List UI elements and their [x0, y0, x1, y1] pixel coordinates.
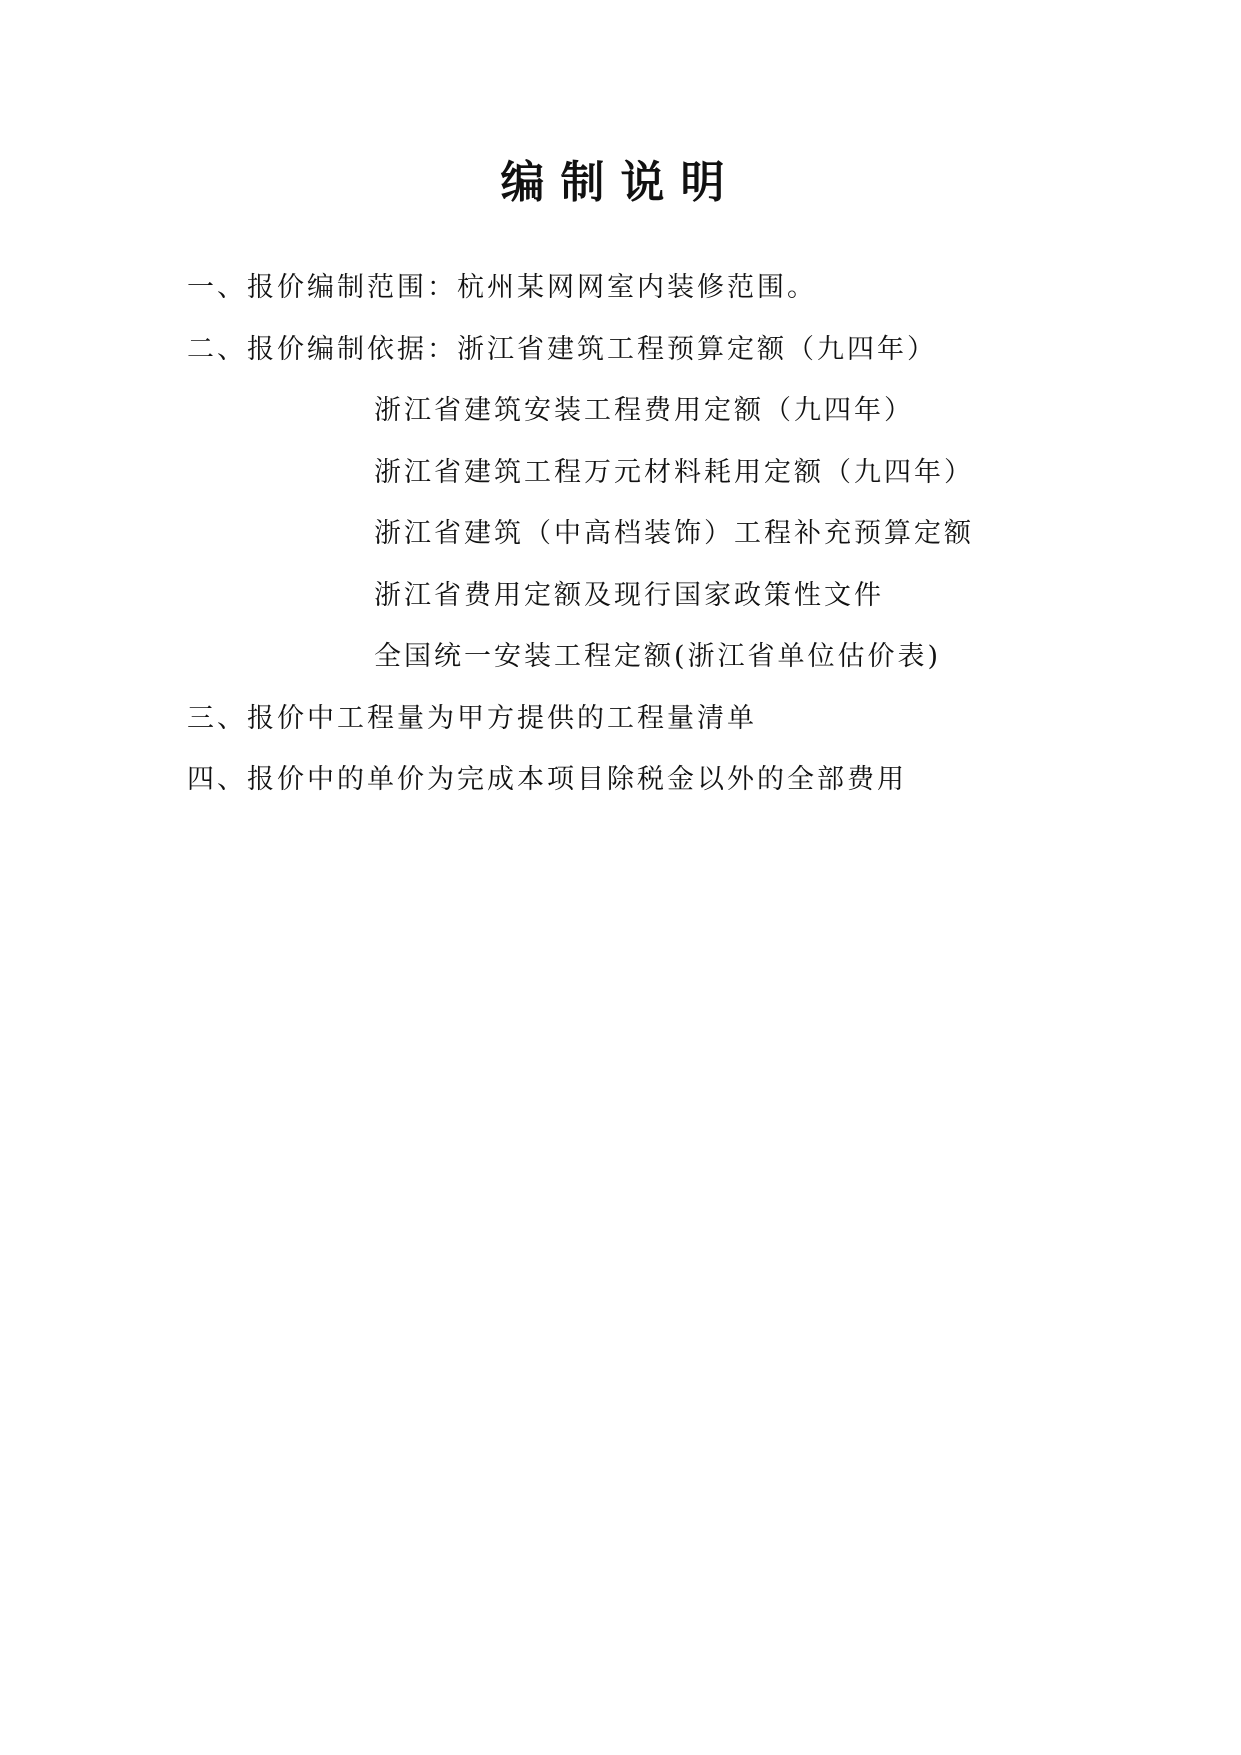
section-quantities: 三、报价中工程量为甲方提供的工程量清单 — [187, 703, 757, 734]
basis-item: 浙江省建筑安装工程费用定额（九四年） — [374, 395, 914, 426]
basis-item: 浙江省建筑（中高档装饰）工程补充预算定额 — [374, 518, 974, 549]
document-title: 编制说明 — [500, 157, 741, 208]
section-scope: 一、报价编制范围：杭州某网网室内装修范围。 — [187, 272, 817, 303]
section-basis: 二、报价编制依据：浙江省建筑工程预算定额（九四年） — [187, 334, 937, 365]
basis-item: 全国统一安装工程定额(浙江省单位估价表) — [374, 641, 942, 672]
basis-item: 浙江省建筑工程万元材料耗用定额（九四年） — [374, 457, 974, 488]
basis-item: 浙江省费用定额及现行国家政策性文件 — [374, 580, 884, 611]
section-unit-price: 四、报价中的单价为完成本项目除税金以外的全部费用 — [187, 764, 907, 795]
